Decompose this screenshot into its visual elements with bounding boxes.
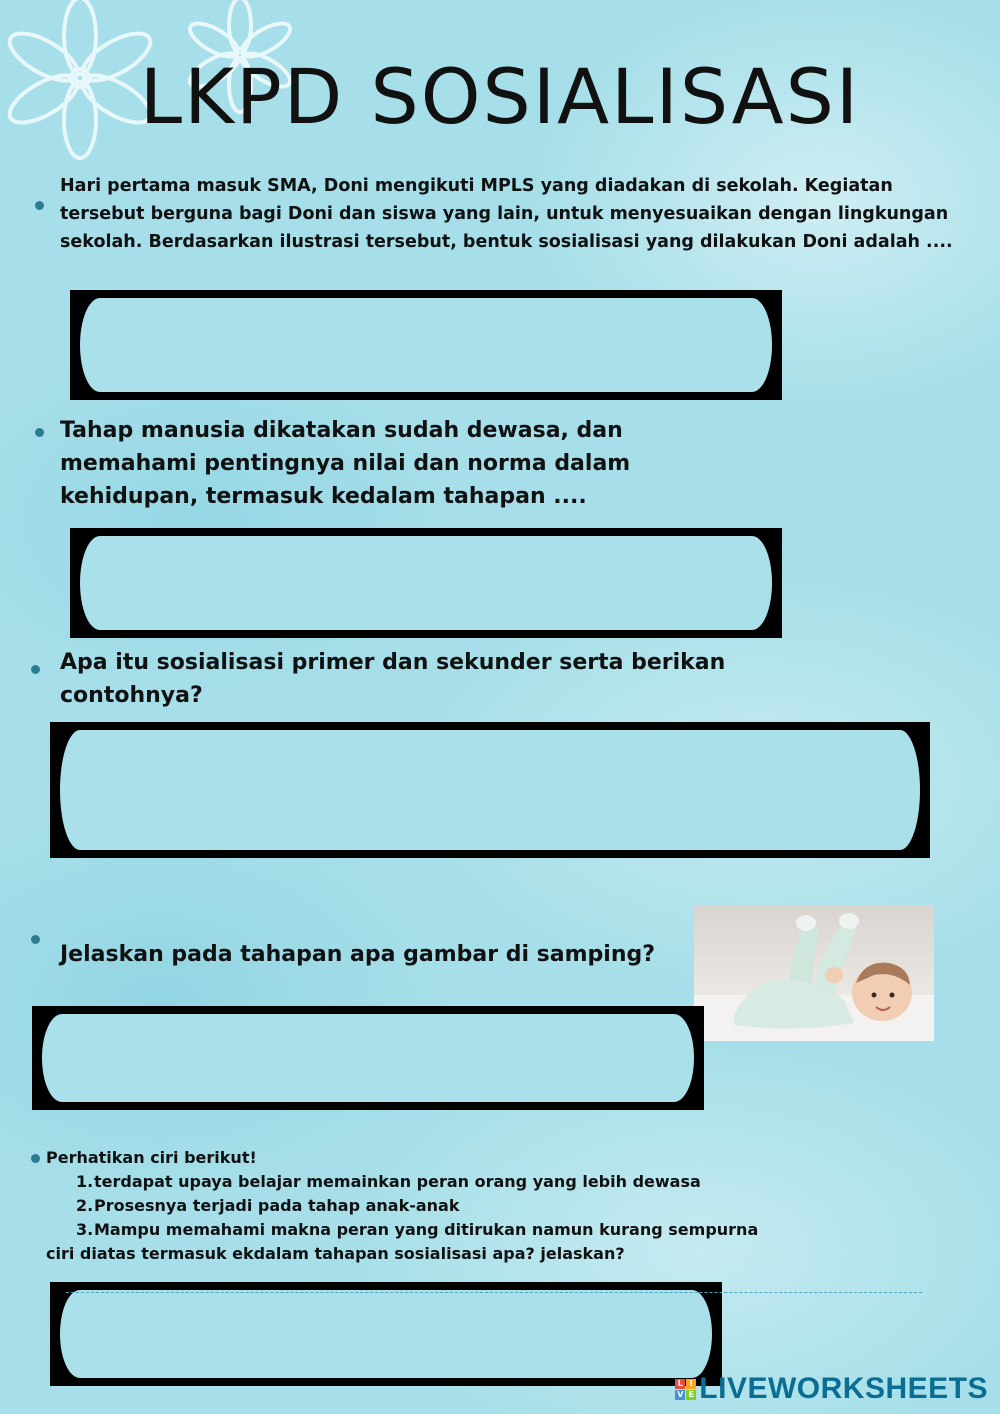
page-title: LKPD SOSIALISASI: [139, 52, 861, 141]
answer-box-5: [50, 1282, 722, 1386]
question-5-intro: Perhatikan ciri berikut!: [46, 1148, 257, 1167]
answer-box-2: [70, 528, 782, 638]
question-3-text: Apa itu sosialisasi primer dan sekunder serta berikan contohnya?: [60, 650, 726, 708]
answer-box-4: [32, 1006, 704, 1110]
answer-box-3: [50, 722, 930, 858]
list-item: 3.Mampu memahami makna peran yang ditirukan namun kurang sempurna: [76, 1220, 759, 1239]
bullet-q5: [31, 1154, 40, 1163]
brand-name: LIVEWORKSHEETS: [699, 1372, 988, 1405]
answer-box-1: [70, 290, 782, 400]
question-4-text: Jelaskan pada tahapan apa gambar di samping?: [60, 942, 656, 967]
question-1-text: Hari pertama masuk SMA, Doni mengikuti MPLS yang diadakan di sekolah. Kegiatan tersebut berguna bagi Doni dan siswa yang lain, untuk menyesuaikan dengan lingkungan sekolah. Berdasarkan ilustrasi tersebut, bentuk sosialisasi yang dilakukan Doni adalah ....: [60, 176, 953, 252]
question-5: [46, 1146, 826, 1266]
baby-photo: [694, 905, 934, 1041]
bullet-q1: [35, 201, 44, 210]
bullet-q4: [31, 935, 40, 944]
answer-input-3[interactable]: [60, 730, 920, 850]
answer-input-4[interactable]: [42, 1014, 694, 1102]
liveworksheets-logo[interactable]: [675, 1372, 988, 1406]
question-5-closing: ciri diatas termasuk ekdalam tahapan sosialisasi apa? jelaskan?: [46, 1244, 625, 1263]
bullet-q2: [35, 428, 44, 437]
answer-input-5[interactable]: [60, 1290, 712, 1378]
question-2-text: Tahap manusia dikatakan sudah dewasa, dan memahami pentingnya nilai dan norma dalam kehidupan, termasuk kedalam tahapan ....: [60, 418, 631, 509]
list-item: 1.terdapat upaya belajar memainkan peran orang yang lebih dewasa: [76, 1172, 701, 1191]
bullet-q3: [31, 665, 40, 674]
answer-input-2[interactable]: [80, 536, 772, 630]
characteristics-list: [46, 1170, 826, 1242]
answer-input-1[interactable]: [80, 298, 772, 392]
dashed-divider: [66, 1292, 922, 1293]
liveworksheets-logo-icon: L I V E: [675, 1379, 696, 1400]
list-item: 2.Prosesnya terjadi pada tahap anak-anak: [76, 1196, 460, 1215]
